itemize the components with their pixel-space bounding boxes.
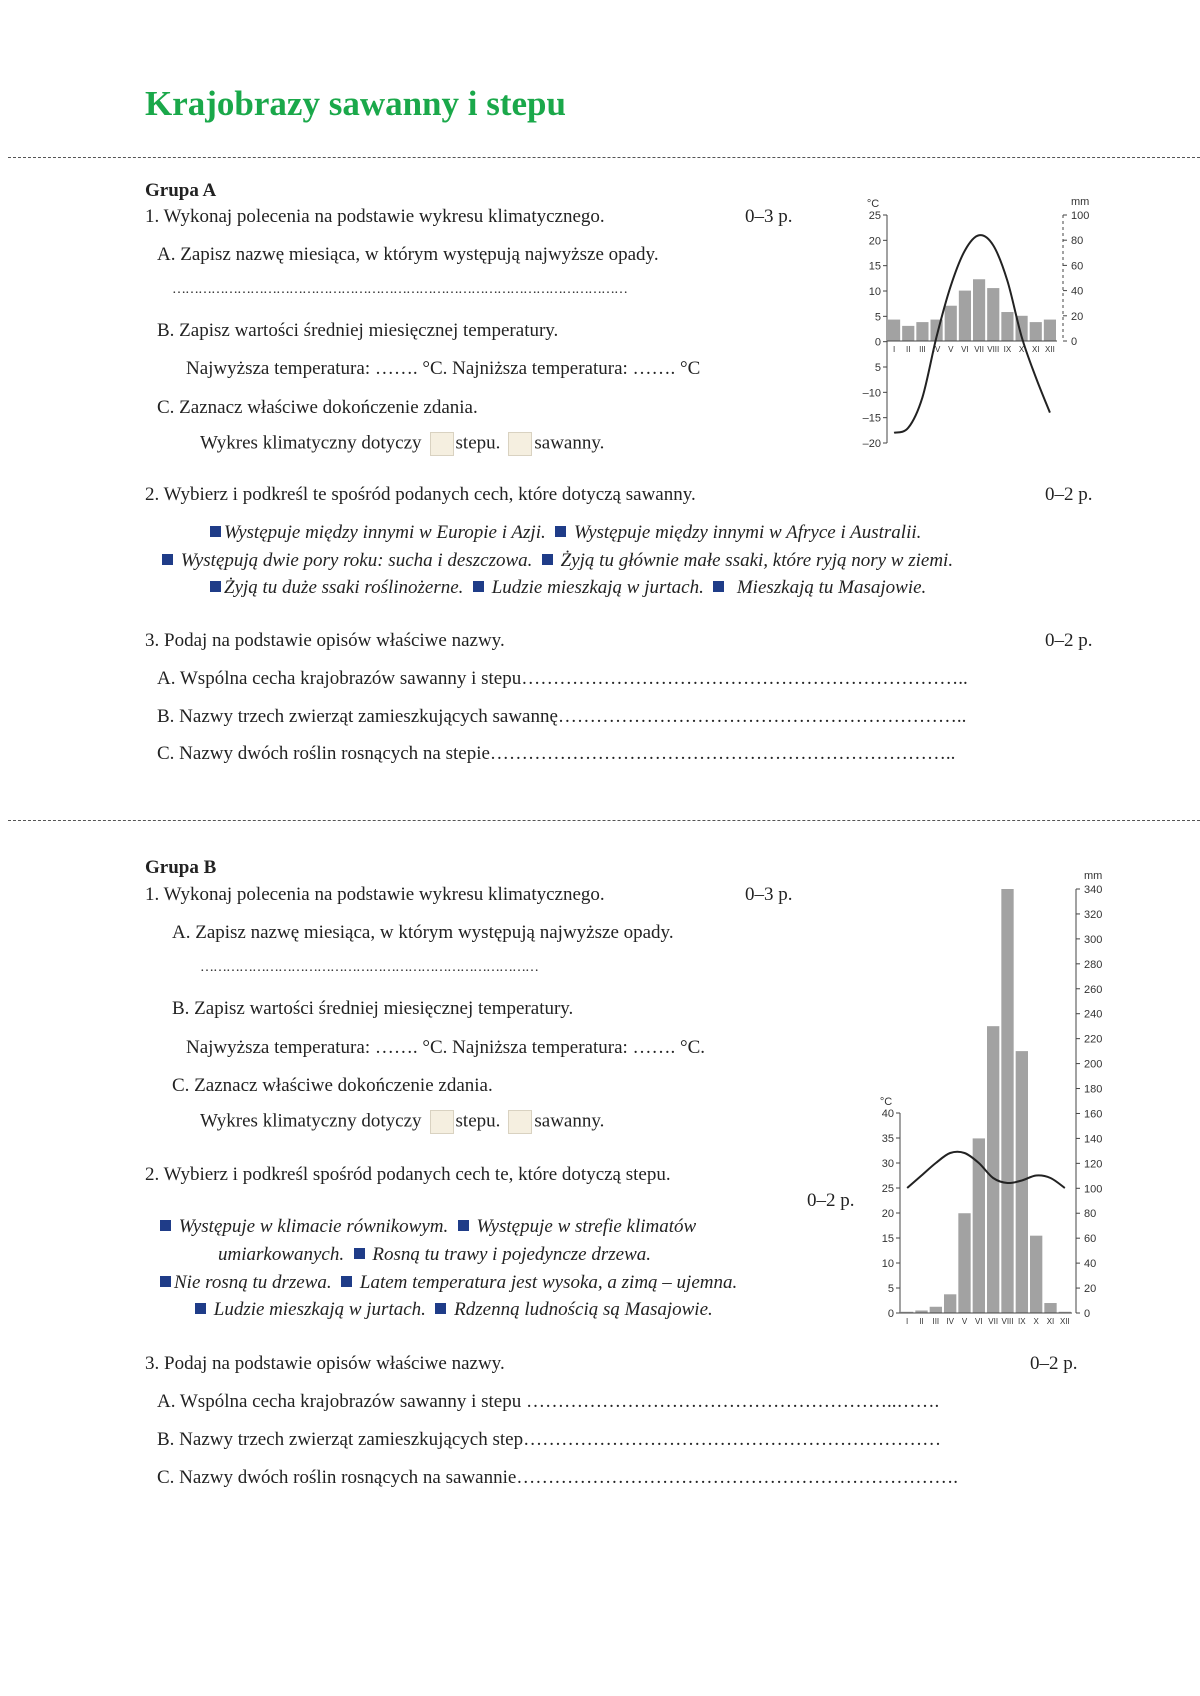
group-a-q1-a-answer[interactable]: …………………………………………………………………………………………… bbox=[172, 282, 627, 297]
precip-axis-label: mm bbox=[1071, 196, 1090, 208]
group-a-q1-a: A. Zapisz nazwę miesiąca, w którym występują najwyższe opady. bbox=[157, 244, 659, 265]
month-label: I bbox=[906, 1317, 909, 1326]
group-b-c-lead: Wykres klimatyczny dotyczy bbox=[200, 1110, 422, 1132]
precip-bar bbox=[973, 279, 985, 341]
trait-item[interactable]: Ludzie mieszkają w jurtach. bbox=[491, 577, 704, 598]
group-a-trait-row-1 bbox=[210, 522, 921, 544]
month-label: VIII bbox=[987, 345, 1000, 354]
group-a-c-lead: Wykres klimatyczny dotyczy bbox=[200, 432, 422, 454]
temp-tick-label: 10 bbox=[868, 286, 881, 298]
group-a-q1-b: B. Zapisz wartości średniej miesięcznej temperatury. bbox=[157, 320, 559, 341]
trait-item[interactable]: Nie rosną tu drzewa. bbox=[174, 1272, 332, 1293]
precip-tick-label: 220 bbox=[1084, 1033, 1103, 1046]
temp-tick-label: –15 bbox=[862, 412, 881, 425]
group-b-q3-a[interactable]: A. Wspólna cecha krajobrazów sawanny i stepu …………………………………………………..……. bbox=[157, 1391, 940, 1412]
group-a-checkbox-step[interactable] bbox=[430, 432, 454, 456]
month-label: XI bbox=[1031, 345, 1040, 354]
page-title: Krajobrazy sawanny i stepu bbox=[145, 84, 566, 123]
precip-bar bbox=[1044, 1303, 1056, 1313]
precip-bar bbox=[987, 1026, 999, 1313]
group-b-q1-text: 1. Wykonaj polecenia na podstawie wykresu klimatycznego. bbox=[145, 884, 605, 905]
trait-item[interactable]: Występuje między innymi w Europie i Azji. bbox=[224, 522, 546, 543]
temp-axis-label: °C bbox=[866, 198, 880, 210]
precip-bar bbox=[1001, 889, 1013, 1313]
group-a-trait-row-3 bbox=[210, 577, 926, 599]
precip-tick-label: 300 bbox=[1084, 933, 1103, 946]
group-b-q1-a-answer[interactable]: …………………………………………………………………… bbox=[200, 960, 538, 975]
bullet-square-icon bbox=[542, 554, 553, 565]
group-a-q1-b-line: Najwyższa temperatura: ……. °C. Najniższa temperatura: ……. °C bbox=[186, 358, 701, 379]
group-b-q3-b[interactable]: B. Nazwy trzech zwierząt zamieszkujących step………………………………………………………… bbox=[157, 1429, 942, 1450]
temp-tick-label: 15 bbox=[868, 260, 881, 273]
group-a-option-step: stepu. bbox=[455, 432, 501, 454]
precip-bar bbox=[987, 288, 999, 341]
temp-tick-label: 5 bbox=[874, 362, 881, 374]
trait-item[interactable]: umiarkowanych. bbox=[218, 1244, 345, 1265]
bullet-square-icon bbox=[160, 1220, 171, 1231]
precip-tick-label: 80 bbox=[1084, 1208, 1097, 1221]
group-b-q3-c[interactable]: C. Nazwy dwóch roślin rosnących na sawannie……………………………………………………………. bbox=[157, 1467, 959, 1488]
group-a-option-savanna: sawanny. bbox=[534, 432, 605, 454]
group-a-q3-text: 3. Podaj na podstawie opisów właściwe nazwy. bbox=[145, 630, 505, 651]
temp-tick-label: 10 bbox=[881, 1258, 894, 1270]
precip-tick-label: 180 bbox=[1084, 1083, 1103, 1096]
precip-tick-label: 240 bbox=[1084, 1008, 1103, 1021]
bullet-square-icon bbox=[210, 581, 221, 592]
group-a-q1-points: 0–3 p. bbox=[745, 206, 793, 227]
group-a-q1-c: C. Zaznacz właściwe dokończenie zdania. bbox=[157, 397, 478, 418]
bullet-square-icon bbox=[435, 1303, 446, 1314]
precip-tick-label: 20 bbox=[1071, 310, 1084, 323]
precip-tick-label: 260 bbox=[1084, 983, 1103, 996]
trait-item[interactable]: Występuje między innymi w Afryce i Australii. bbox=[573, 522, 922, 543]
month-label: II bbox=[906, 345, 911, 354]
precip-tick-label: 100 bbox=[1071, 210, 1090, 222]
group-a-trait-row-2 bbox=[162, 550, 953, 572]
group-a-q3-b[interactable]: B. Nazwy trzech zwierząt zamieszkujących sawannę……………………………………………………….. bbox=[157, 706, 967, 727]
month-label: IX bbox=[1018, 1317, 1026, 1326]
temp-tick-label: 30 bbox=[881, 1158, 894, 1170]
precip-tick-label: 320 bbox=[1084, 908, 1103, 921]
month-label: VI bbox=[961, 345, 969, 354]
temp-tick-label: –10 bbox=[862, 387, 881, 400]
temp-tick-label: 25 bbox=[881, 1183, 894, 1195]
temp-tick-label: 0 bbox=[887, 1308, 894, 1320]
precip-bar bbox=[1030, 322, 1042, 341]
precip-tick-label: 340 bbox=[1084, 884, 1103, 896]
precip-tick-label: 280 bbox=[1084, 958, 1103, 971]
temperature-line bbox=[907, 1152, 1065, 1188]
group-a-q1-text: 1. Wykonaj polecenia na podstawie wykresu klimatycznego. bbox=[145, 206, 605, 227]
precip-bar bbox=[1044, 320, 1056, 341]
trait-item[interactable]: Mieszkają tu Masajowie. bbox=[736, 577, 927, 598]
bullet-square-icon bbox=[341, 1276, 352, 1287]
group-b-checkbox-step[interactable] bbox=[430, 1110, 454, 1134]
bullet-square-icon bbox=[555, 526, 566, 537]
temp-tick-label: –20 bbox=[862, 438, 881, 450]
precip-tick-label: 40 bbox=[1084, 1258, 1097, 1271]
temp-tick-label: 20 bbox=[881, 1208, 894, 1220]
group-b-q1-c: C. Zaznacz właściwe dokończenie zdania. bbox=[172, 1075, 493, 1096]
group-b-checkbox-savanna[interactable] bbox=[508, 1110, 532, 1134]
temp-tick-label: 0 bbox=[874, 336, 881, 349]
month-label: VI bbox=[975, 1317, 983, 1326]
month-label: XII bbox=[1045, 345, 1055, 354]
precip-bar bbox=[916, 322, 928, 341]
group-b-trait-row-1 bbox=[160, 1216, 696, 1238]
trait-item[interactable]: Żyją tu duże ssaki roślinożerne. bbox=[224, 577, 464, 598]
bullet-square-icon bbox=[195, 1303, 206, 1314]
precip-bar bbox=[958, 1213, 970, 1313]
bullet-square-icon bbox=[473, 581, 484, 592]
group-a-q2-text: 2. Wybierz i podkreśl te spośród podanych cech, które dotyczą sawanny. bbox=[145, 484, 696, 505]
month-label: I bbox=[892, 345, 896, 354]
temp-tick-label: 35 bbox=[881, 1133, 894, 1145]
month-label: VII bbox=[988, 1317, 999, 1326]
group-b-q1-c-choice bbox=[200, 1110, 604, 1134]
group-b-option-savanna: sawanny. bbox=[534, 1110, 605, 1132]
precip-tick-label: 100 bbox=[1084, 1183, 1103, 1196]
month-label: XI bbox=[1046, 1317, 1055, 1326]
group-a-q3-points: 0–2 p. bbox=[1045, 630, 1093, 651]
precip-tick-label: 0 bbox=[1071, 336, 1078, 348]
group-b-q1-a: A. Zapisz nazwę miesiąca, w którym występują najwyższe opady. bbox=[172, 922, 674, 943]
month-label: IV bbox=[932, 345, 941, 354]
precip-bar bbox=[902, 326, 914, 341]
precip-bar bbox=[1030, 1236, 1042, 1313]
month-label: X bbox=[1033, 1317, 1039, 1326]
precip-tick-label: 160 bbox=[1084, 1108, 1103, 1121]
group-b-heading: Grupa B bbox=[145, 857, 217, 878]
bullet-square-icon bbox=[713, 581, 724, 592]
temp-tick-label: 25 bbox=[868, 210, 881, 222]
month-label: III bbox=[919, 345, 926, 354]
group-b-q3-text: 3. Podaj na podstawie opisów właściwe nazwy. bbox=[145, 1353, 505, 1374]
group-a-q3-a[interactable]: A. Wspólna cecha krajobrazów sawanny i stepu…………………………………………………………….. bbox=[157, 668, 968, 689]
group-a-heading: Grupa A bbox=[145, 180, 217, 201]
group-b-q1-points: 0–3 p. bbox=[745, 884, 793, 905]
separator-top bbox=[8, 157, 1200, 158]
climate-chart-a bbox=[855, 190, 1095, 460]
bullet-square-icon bbox=[210, 526, 221, 537]
month-label: V bbox=[961, 1317, 968, 1326]
group-b-trait-row-3 bbox=[160, 1272, 737, 1294]
precip-tick-label: 60 bbox=[1071, 260, 1084, 273]
group-a-q2-points: 0–2 p. bbox=[1045, 484, 1093, 505]
trait-item[interactable]: Żyją tu głównie małe ssaki, które ryją nory w ziemi. bbox=[560, 550, 954, 571]
separator-middle bbox=[8, 820, 1200, 821]
temp-tick-label: 5 bbox=[887, 1283, 894, 1295]
precip-tick-label: 140 bbox=[1084, 1133, 1103, 1146]
trait-item[interactable]: Występują dwie pory roku: sucha i deszczowa. bbox=[180, 550, 533, 571]
precip-tick-label: 20 bbox=[1084, 1283, 1097, 1296]
month-label: III bbox=[932, 1317, 940, 1326]
precip-bar bbox=[1001, 312, 1013, 341]
month-label: VIII bbox=[1001, 1317, 1014, 1326]
group-b-option-step: stepu. bbox=[455, 1110, 501, 1132]
trait-item[interactable]: Latem temperatura jest wysoka, a zimą – ujemna. bbox=[359, 1272, 738, 1293]
month-label: VII bbox=[974, 345, 984, 354]
temp-tick-label: 15 bbox=[881, 1233, 894, 1245]
precip-bar bbox=[959, 291, 971, 341]
group-b-q1-b-line: Najwyższa temperatura: ……. °C. Najniższa temperatura: ……. °C. bbox=[186, 1037, 706, 1058]
bullet-square-icon bbox=[354, 1248, 365, 1259]
month-label: IV bbox=[946, 1317, 954, 1326]
month-label: V bbox=[948, 345, 954, 354]
bullet-square-icon bbox=[160, 1276, 171, 1287]
precip-bar bbox=[945, 306, 957, 341]
trait-item[interactable]: Rdzenną ludnością są Masajowie. bbox=[454, 1299, 713, 1320]
precip-tick-label: 200 bbox=[1084, 1058, 1103, 1071]
precip-bar bbox=[973, 1138, 985, 1313]
trait-item[interactable]: Występuje w klimacie równikowym. bbox=[178, 1216, 449, 1237]
precip-tick-label: 40 bbox=[1071, 285, 1084, 298]
temp-axis-label: °C bbox=[879, 1096, 893, 1108]
group-b-q2-points: 0–2 p. bbox=[807, 1190, 855, 1211]
temp-tick-label: 40 bbox=[881, 1108, 894, 1120]
group-b-trait-row-2 bbox=[218, 1244, 651, 1266]
bullet-square-icon bbox=[162, 554, 173, 565]
group-b-q2-text: 2. Wybierz i podkreśl spośród podanych cech te, które dotyczą stepu. bbox=[145, 1164, 671, 1185]
group-a-q3-c[interactable]: C. Nazwy dwóch roślin rosnących na stepie……………………………………………………………….. bbox=[157, 743, 956, 764]
month-label: X bbox=[1018, 345, 1025, 354]
precip-bar bbox=[944, 1294, 956, 1313]
precip-tick-label: 0 bbox=[1084, 1308, 1091, 1320]
climate-chart-b bbox=[870, 865, 1103, 1335]
group-a-checkbox-savanna[interactable] bbox=[508, 432, 532, 456]
group-b-trait-row-4 bbox=[195, 1299, 713, 1321]
precip-tick-label: 60 bbox=[1084, 1233, 1097, 1246]
precip-axis-label: mm bbox=[1084, 870, 1103, 882]
temp-tick-label: 20 bbox=[868, 235, 881, 248]
trait-item[interactable]: Rosną tu trawy i pojedyncze drzewa. bbox=[372, 1244, 652, 1265]
group-b-q3-points: 0–2 p. bbox=[1030, 1353, 1078, 1374]
trait-item[interactable]: Ludzie mieszkają w jurtach. bbox=[213, 1299, 426, 1320]
month-label: II bbox=[919, 1317, 924, 1326]
month-label: XII bbox=[1059, 1317, 1070, 1326]
bullet-square-icon bbox=[458, 1220, 469, 1231]
precip-bar bbox=[930, 1307, 942, 1313]
group-a-q1-c-choice bbox=[200, 432, 604, 456]
trait-item[interactable]: Występuje w strefie klimatów bbox=[476, 1216, 697, 1237]
precip-bar bbox=[888, 320, 900, 341]
temp-tick-label: 5 bbox=[874, 311, 881, 324]
precip-tick-label: 120 bbox=[1084, 1158, 1103, 1171]
group-b-q1-b: B. Zapisz wartości średniej miesięcznej temperatury. bbox=[172, 998, 574, 1019]
month-label: IX bbox=[1003, 345, 1012, 354]
precip-tick-label: 80 bbox=[1071, 235, 1084, 248]
